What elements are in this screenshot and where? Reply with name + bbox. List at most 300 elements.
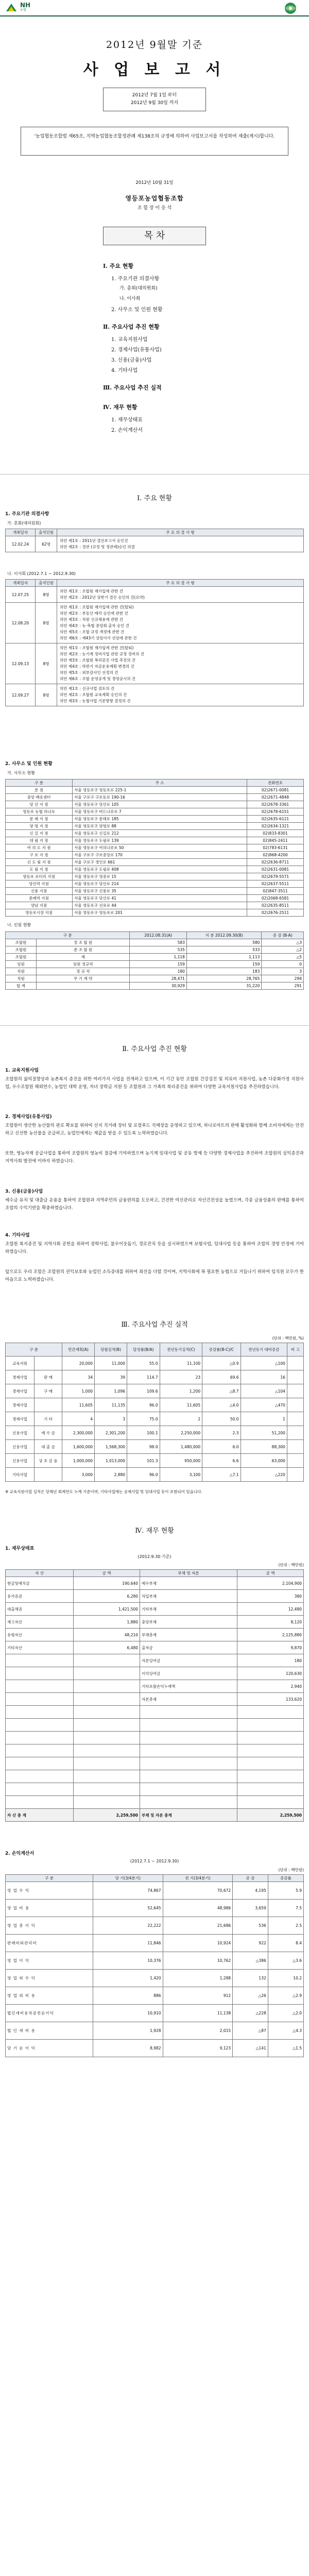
- perf-cell: 2,300,000: [62, 1426, 95, 1440]
- bs-row: [6, 1667, 304, 1680]
- perf-cell: 2.3: [202, 1426, 241, 1440]
- perf-cell: 3,100: [160, 1468, 202, 1482]
- s3-unit: (단위 : 백만원, %): [272, 1336, 304, 1341]
- meeting-row: [6, 587, 304, 603]
- is-cell: 52,645: [93, 1900, 163, 1917]
- meeting-count: 62명: [36, 536, 57, 552]
- is-cell: 11,138: [163, 2005, 233, 2022]
- person-sub: 임원 정규직: [37, 961, 130, 968]
- performance-table: [5, 1343, 304, 1482]
- bs-cell: 대출채권: [6, 1603, 74, 1616]
- bs-cell: [74, 1667, 140, 1680]
- person-sub: [37, 982, 130, 990]
- perf-group: 교육지원: [6, 1357, 35, 1370]
- perf-cell: 88,300: [241, 1440, 287, 1454]
- s2-heading-2: 2. 경제사업(유통사업): [5, 1114, 52, 1120]
- is-cell: △386: [233, 1952, 268, 1970]
- agenda-item: 의안 제5호 : 외부감사인 선정의 건: [60, 670, 118, 675]
- toc-item: 1. 재무상태표: [111, 417, 143, 423]
- person-curr: 159: [186, 961, 262, 968]
- office-phone: 02)783-6131: [247, 844, 304, 852]
- th-curr: 지 분 2012.09.30(B): [186, 932, 262, 939]
- bs-row: [6, 1732, 304, 1744]
- bs-cell: [237, 1744, 304, 1757]
- is-row: [6, 1987, 304, 2005]
- agenda-item: 의안 제3호 : 농협사업 기본방향 결정의 건: [60, 699, 131, 703]
- bs-cell: 1,880: [74, 1616, 140, 1629]
- bs-cell: 현금및예치금: [6, 1577, 74, 1590]
- bs-cell: 133,620: [237, 1693, 304, 1706]
- office-name: 대 림 지 점: [6, 837, 73, 844]
- is-cell: 21,686: [163, 1917, 233, 1935]
- perf-cell: △0.9: [202, 1357, 241, 1370]
- office-address: 서울 영등포구 문래로 185: [73, 816, 247, 823]
- bs-cell: 예수부채: [140, 1577, 237, 1590]
- bs-cell: 유형자산: [6, 1629, 74, 1641]
- bs-cell: 6,280: [74, 1590, 140, 1603]
- is-cell: 886: [93, 1987, 163, 2005]
- bs-cell: 차입부채: [140, 1590, 237, 1603]
- agenda-item: 의안 제2호 : 농기계 정비사업 관련 규정 정비의 건: [60, 652, 145, 656]
- s2-heading-1: 1. 교육지원사업: [5, 1068, 39, 1073]
- perf-cell: 1,200: [160, 1384, 202, 1398]
- th-category: 구 분: [6, 932, 130, 939]
- perf-row: [6, 1398, 304, 1412]
- bs-row: [6, 1744, 304, 1757]
- perf-cell: 51,200: [241, 1426, 287, 1440]
- is-cell: 10,924: [163, 1935, 233, 1952]
- perf-header: 비 고: [287, 1343, 303, 1357]
- bs-row: [6, 1641, 304, 1654]
- meeting-date: 12.09.13: [6, 643, 36, 684]
- th-prev: 2012.08.31(A): [130, 932, 187, 939]
- person-diff: 291: [262, 982, 304, 990]
- office-phone: 02)868-4200: [247, 852, 304, 859]
- perf-sub: 예 수 금: [35, 1426, 62, 1440]
- office-name: 문 래 지 점: [6, 816, 73, 823]
- bs-cell: [6, 1654, 74, 1667]
- assembly-table: [5, 529, 304, 552]
- meeting-items: [57, 536, 304, 552]
- nh-logo: [5, 2, 30, 13]
- meeting-count: 8명: [36, 603, 57, 643]
- perf-row: [6, 1357, 304, 1370]
- perf-group: 신용사업: [6, 1426, 35, 1440]
- bs-cell: 자본잉여금: [140, 1654, 237, 1667]
- perf-cell: 1,013,000: [95, 1454, 127, 1468]
- office-phone: 02)2671-0081: [247, 787, 304, 794]
- perf-cell: [287, 1412, 303, 1426]
- office-address: 서울 영등포구 신풍로 35: [73, 888, 247, 895]
- bs-cell: [140, 1719, 237, 1732]
- meeting-row: [6, 643, 304, 684]
- perf-cell: 69.6: [202, 1370, 241, 1384]
- perf-cell: 114.7: [127, 1370, 160, 1384]
- bs-row: [6, 1603, 304, 1616]
- perf-cell: 96.0: [127, 1398, 160, 1412]
- person-group: 조합원: [6, 946, 37, 954]
- is-cell: 22,222: [93, 1917, 163, 1935]
- perf-cell: [287, 1468, 303, 1482]
- s1-heading-a: 가. 총회(대의원회): [7, 521, 41, 526]
- is-cell: 536: [233, 1917, 268, 1935]
- th-date: 개최일자: [6, 580, 36, 587]
- cover-title-date: 2012년 9월말 기준: [106, 39, 203, 50]
- office-phone: 02)2678-3361: [247, 801, 304, 808]
- perf-cell: 109.6: [127, 1384, 160, 1398]
- is-cell: 70,672: [163, 1882, 233, 1900]
- bs-row: [6, 1680, 304, 1693]
- bs-cell: [140, 1706, 237, 1719]
- is-row: [6, 1935, 304, 1952]
- toc-item: 2. 경제사업(유통사업): [111, 347, 162, 353]
- agenda-item: 의안 제2호 : 정관 (규정 및 정관례)승인 의결: [60, 545, 135, 549]
- bs-row: [6, 1629, 304, 1641]
- perf-cell: [287, 1454, 303, 1468]
- bs-row: [6, 1577, 304, 1590]
- perf-header: 연간계획(A): [62, 1343, 95, 1357]
- office-row: [6, 880, 304, 888]
- bs-cell: [6, 1770, 74, 1783]
- toc-item: 가. 총회(대의원회): [119, 286, 158, 291]
- bs-cell: 자 산 총 계: [6, 1809, 74, 1822]
- s2-heading-4: 4. 기타사업: [5, 1233, 30, 1238]
- bs-row: [6, 1783, 304, 1796]
- section1-title: Ⅰ. 주요 현황: [137, 495, 172, 502]
- person-curr: 533: [186, 946, 262, 954]
- office-row: [6, 808, 304, 816]
- perf-row: [6, 1454, 304, 1468]
- perf-cell: 11,000: [95, 1357, 127, 1370]
- is-cell: 1,288: [163, 1970, 233, 1987]
- perf-cell: 1,568,300: [95, 1440, 127, 1454]
- s3-note: ※ 교육지원사업 실적은 당해년 회계연도 누계 기준이며, 기타사업에는 공제사업 및 임대사업 등이 포함되어 있습니다.: [5, 1489, 202, 1494]
- perf-cell: △100: [241, 1357, 287, 1370]
- bs-cell: 이익잉여금: [140, 1667, 237, 1680]
- is-cell: 1,420: [93, 1970, 163, 1987]
- period-box: [103, 88, 206, 111]
- perf-cell: △8.7: [202, 1384, 241, 1398]
- meeting-row: [6, 603, 304, 643]
- bs-heading: 1. 재무상태표: [5, 1546, 35, 1551]
- is-heading: 2. 손익계산서: [5, 1851, 35, 1856]
- is-header: 구 분: [6, 1875, 93, 1882]
- toc-item: 나. 이사회: [119, 296, 141, 301]
- office-row: [6, 895, 304, 902]
- office-row: [6, 852, 304, 859]
- person-prev: 159: [130, 961, 187, 968]
- perf-cell: 2,880: [95, 1468, 127, 1482]
- is-cell: 8.4: [268, 1935, 303, 1952]
- bs-cell: 2,104,900: [237, 1577, 304, 1590]
- bs-cell: [140, 1783, 237, 1796]
- office-row: [6, 844, 304, 852]
- office-phone: 02)833-8301: [247, 830, 304, 837]
- th-items: 주 요 의 결 사 항: [57, 529, 304, 536]
- perf-sub: 판 매: [35, 1370, 62, 1384]
- perf-cell: 34: [62, 1370, 95, 1384]
- perf-cell: [287, 1370, 303, 1384]
- agenda-item: 의안 제1호 : 조합원 재가입에 관한 건: [60, 589, 124, 594]
- person-row: [6, 961, 304, 968]
- person-diff: 3: [262, 968, 304, 975]
- is-cell: △1.5: [268, 2040, 303, 2057]
- office-name: 영등포 로터리 지점: [6, 873, 73, 880]
- office-row: [6, 866, 304, 873]
- bs-cell: [140, 1770, 237, 1783]
- nh-logo-icon: [5, 2, 18, 13]
- office-row: [6, 823, 304, 830]
- perf-cell: △220: [241, 1468, 287, 1482]
- bs-cell: [140, 1796, 237, 1809]
- office-address: 서울 영등포구 여의나루로 50: [73, 844, 247, 852]
- office-address: 서울 영등포구 영중로 15: [73, 873, 247, 880]
- office-address: 서울 영등포구 당산로 105: [73, 801, 247, 808]
- person-sub: 무 기 계 약: [37, 975, 130, 982]
- section4-title: Ⅳ. 재무 현황: [135, 1527, 174, 1535]
- perf-cell: 20,000: [62, 1357, 95, 1370]
- bs-cell: [74, 1757, 140, 1770]
- bs-row: [6, 1706, 304, 1719]
- bs-row: [6, 1770, 304, 1783]
- cover-org: 영등포농업협동조합: [125, 195, 184, 202]
- office-address: 서울 영등포구 버드나루로 7: [73, 808, 247, 816]
- emblem-icon: [278, 2, 303, 15]
- toc-item: 2. 사무소 및 인원 현황: [111, 307, 163, 313]
- th-address: 주 소: [73, 779, 247, 787]
- s2-para-4: 조합원 복지증진 및 지역사회 공헌을 위하여 장학사업, 불우이웃돕기, 경로잔치 등을 실시하였으며 보험사업, 임대사업 등을 통하여 조합의 경영 안정에 기여하였습니다.: [5, 1242, 304, 1255]
- bs-cell: 2,259,500: [237, 1809, 304, 1822]
- office-name: 본 점: [6, 787, 73, 794]
- perf-group: 경제사업: [6, 1412, 35, 1426]
- bs-cell: [237, 1732, 304, 1744]
- office-name: 문래역 지점: [6, 895, 73, 902]
- perf-cell: 11,100: [160, 1357, 202, 1370]
- is-cell: 영 업 외 비 용: [6, 1987, 93, 2005]
- is-row: [6, 1917, 304, 1935]
- perf-sub: [35, 1468, 62, 1482]
- perf-group: 경제사업: [6, 1398, 35, 1412]
- toc-item: 2. 손익계산서: [111, 428, 143, 433]
- is-cell: 9,123: [163, 2040, 233, 2057]
- agenda-item: 의안 제1호 : 조합원 재가입에 관한 건(탈퇴): [60, 605, 134, 609]
- person-curr: 580: [186, 939, 262, 946]
- meeting-count: 8명: [36, 587, 57, 603]
- period-end: 2012년 9월 30일 까지: [130, 100, 179, 106]
- s2-para-2: 조합원이 생산한 농산물의 판로 확보를 위하여 산지 직거래 장터 및 로컬푸드 직매장을 운영하고 있으며, 하나로마트의 판매 활성화와 함께 소비자에게는 안전하고 신선한 농산물을 공급하고, 농업인에게는 제값을 받을 수 있도록 노력하였습니다.: [5, 1123, 304, 1136]
- is-period: (2012.7.1 ~ 2012.9.30): [130, 1859, 179, 1863]
- person-sub: 정 조 합 원: [37, 939, 130, 946]
- bs-cell: [74, 1783, 140, 1796]
- perf-cell: 11,605: [62, 1398, 95, 1412]
- perf-sub: 기 타: [35, 1412, 62, 1426]
- toc-title: 목 차: [103, 227, 206, 245]
- bs-cell: [6, 1693, 74, 1706]
- bs-row: [6, 1719, 304, 1732]
- perf-row: [6, 1440, 304, 1454]
- is-row: [6, 1970, 304, 1987]
- meeting-date: 12.07.25: [6, 587, 36, 603]
- perf-cell: 2,250,000: [160, 1426, 202, 1440]
- office-phone: 02)2635-8511: [247, 902, 304, 909]
- office-phone: 02)2636-8711: [247, 859, 304, 866]
- office-name: 도 림 지 점: [6, 866, 73, 873]
- office-row: [6, 794, 304, 801]
- bs-cell: 재고자산: [6, 1616, 74, 1629]
- office-phone: 02)2678-6151: [247, 808, 304, 816]
- office-name: 여 의 도 지 점: [6, 844, 73, 852]
- bs-cell: [74, 1796, 140, 1809]
- office-address: 서울 영등포구 도림로 408: [73, 866, 247, 873]
- bs-cell: [6, 1732, 74, 1744]
- office-phone: 02)2634-1321: [247, 823, 304, 830]
- logo-subtext: 농협: [20, 8, 26, 12]
- perf-sub: [35, 1357, 62, 1370]
- bs-cell: 자본총계: [140, 1693, 237, 1706]
- cover-ceo: 조 합 장 이 응 석: [137, 206, 172, 211]
- office-row: [6, 902, 304, 909]
- is-cell: 4,195: [233, 1882, 268, 1900]
- th-items: 주 요 의 결 사 항: [57, 580, 304, 587]
- person-group: 임원: [6, 961, 37, 968]
- bs-cell: [74, 1654, 140, 1667]
- meeting-count: 8명: [36, 643, 57, 684]
- bs-cell: [237, 1706, 304, 1719]
- bs-cell: 9,870: [237, 1641, 304, 1654]
- is-cell: △3.6: [268, 1952, 303, 1970]
- is-cell: 5.9: [268, 1882, 303, 1900]
- perf-row: [6, 1384, 304, 1398]
- bs-header: 금 액: [74, 1570, 140, 1577]
- bs-cell: [140, 1732, 237, 1744]
- perf-cell: [287, 1357, 303, 1370]
- bs-cell: 2,259,500: [74, 1809, 140, 1822]
- bs-cell: [74, 1693, 140, 1706]
- perf-header: 전년동기 대비증감: [241, 1343, 287, 1357]
- bs-cell: [237, 1719, 304, 1732]
- perf-cell: 2: [160, 1412, 202, 1426]
- is-cell: 영 업 총 이 익: [6, 1917, 93, 1935]
- meeting-date: 12.09.27: [6, 684, 36, 706]
- office-address: 서울 영등포구 선유로 44: [73, 902, 247, 909]
- perf-cell: 3,000: [62, 1468, 95, 1482]
- s2-para-2b: 또한, 영농자재 공급사업을 통하여 조합원의 영농비 절감에 기여하였으며 농기계 임대사업 및 공동 방제 등 다양한 경제사업을 추진하여 조합원의 실익증진과 지역사회 발전에 이바지 하였습니다.: [5, 1151, 304, 1164]
- bs-cell: [74, 1680, 140, 1693]
- person-row: [6, 975, 304, 982]
- office-row: [6, 801, 304, 808]
- bs-cell: 기타자산: [6, 1641, 74, 1654]
- perf-cell: 1,000: [62, 1384, 95, 1398]
- bs-unit: (단위 : 백만원): [278, 1563, 304, 1567]
- office-row: [6, 888, 304, 895]
- perf-cell: 1,000,000: [62, 1454, 95, 1468]
- office-name: 영등포 농협 하나로: [6, 808, 73, 816]
- person-prev: 28,471: [130, 975, 187, 982]
- bs-header: 부채 및 자본: [140, 1570, 237, 1577]
- is-cell: △2.9: [268, 1987, 303, 2005]
- perf-cell: 39: [95, 1370, 127, 1384]
- perf-cell: △104: [241, 1384, 287, 1398]
- is-cell: 48,986: [163, 1900, 233, 1917]
- office-address: 서울 영등포구 당산로 41: [73, 895, 247, 902]
- toc-item: Ⅳ. 재무 현황: [103, 404, 138, 411]
- office-address: 서울 영등포구 영등포로 225-1: [73, 787, 247, 794]
- office-phone: 02)2635-6121: [247, 816, 304, 823]
- is-row: [6, 1952, 304, 1970]
- th-date: 개최일자: [6, 529, 36, 536]
- person-diff: △5: [262, 954, 304, 961]
- toc-item: 1. 교육지원사업: [111, 337, 148, 343]
- is-cell: 2,015: [163, 2022, 233, 2040]
- is-cell: △2.0: [268, 2005, 303, 2022]
- s2-para-3: 예수금 유치 및 대출금 운용을 통하여 조합원과 지역주민의 금융편의를 도모하고, 건전한 여신관리로 자산건전성을 높였으며, 각종 금융상품의 판매를 통하여 조합의 수익기반을 확충하였습니다.: [5, 1198, 304, 1211]
- is-row: [6, 1900, 304, 1917]
- person-prev: 583: [130, 939, 187, 946]
- bs-cell: [6, 1706, 74, 1719]
- is-header: 당 기(3/4분기): [93, 1875, 163, 1882]
- is-row: [6, 2040, 304, 2057]
- is-row: [6, 1882, 304, 1900]
- bs-cell: [6, 1719, 74, 1732]
- toc-item: Ⅱ. 주요사업 추진 현황: [103, 324, 160, 330]
- bs-cell: 기타부채: [140, 1603, 237, 1616]
- perf-sub: 구 매: [35, 1384, 62, 1398]
- bs-cell: [6, 1667, 74, 1680]
- bs-row: [6, 1796, 304, 1809]
- perf-row: [6, 1370, 304, 1384]
- is-header: 전 기(3/4분기): [163, 1875, 233, 1882]
- office-address: 서울 구로구 구로동로 190-16: [73, 794, 247, 801]
- is-cell: △4.3: [268, 2022, 303, 2040]
- is-cell: 922: [233, 1935, 268, 1952]
- bs-cell: [237, 1757, 304, 1770]
- s2-heading-3: 3. 신용(금융)사업: [5, 1189, 43, 1194]
- perf-group: 경제사업: [6, 1370, 35, 1384]
- perf-cell: 23: [160, 1370, 202, 1384]
- bs-cell: 120,630: [237, 1667, 304, 1680]
- office-address: 서울 구로구 경인로 661: [73, 859, 247, 866]
- is-cell: 1,928: [93, 2022, 163, 2040]
- is-cell: 10,762: [163, 1952, 233, 1970]
- perf-cell: 6.6: [202, 1454, 241, 1468]
- bs-cell: [6, 1796, 74, 1809]
- bs-row: [6, 1616, 304, 1629]
- office-name: 신 길 지 점: [6, 830, 73, 837]
- th-office: 구 분: [6, 779, 73, 787]
- office-row: [6, 787, 304, 794]
- perf-group: 신용사업: [6, 1440, 35, 1454]
- perf-group: 신용사업: [6, 1454, 35, 1468]
- meeting-date: 12.02.24: [6, 536, 36, 552]
- perf-group: 경제사업: [6, 1384, 35, 1398]
- top-banner: [0, 0, 309, 16]
- perf-row: [6, 1468, 304, 1482]
- bs-row: [6, 1654, 304, 1667]
- person-sub: 준 조 합 원: [37, 946, 130, 954]
- is-cell: 10.2: [268, 1970, 303, 1987]
- perf-cell: 63,000: [241, 1454, 287, 1468]
- s1-heading-b: 나. 이사회 (2012.7.1 ~ 2012.9.30): [7, 571, 76, 576]
- s2-para-4b: 앞으로도 우리 조합은 조합원의 권익보호와 농업인 소득증대를 위하여 최선을 다할 것이며, 지역사회에 꼭 필요한 농협으로 거듭나기 위하여 임직원 모두가 한마음으로 노력하겠습니다.: [5, 1269, 304, 1282]
- bs-cell: 190,640: [74, 1577, 140, 1590]
- section3-title: Ⅲ. 주요사업 추진 실적: [121, 1321, 188, 1329]
- agenda-item: 의안 제6호 : 조합 운영공개 및 경영공시의 건: [60, 676, 136, 681]
- person-curr: 31,220: [186, 982, 262, 990]
- perf-sub: 상 호 금 융: [35, 1454, 62, 1468]
- th-diff: 증 감 (B-A): [262, 932, 304, 939]
- office-name: 당 산 지 점: [6, 801, 73, 808]
- perf-cell: △4.0: [202, 1398, 241, 1412]
